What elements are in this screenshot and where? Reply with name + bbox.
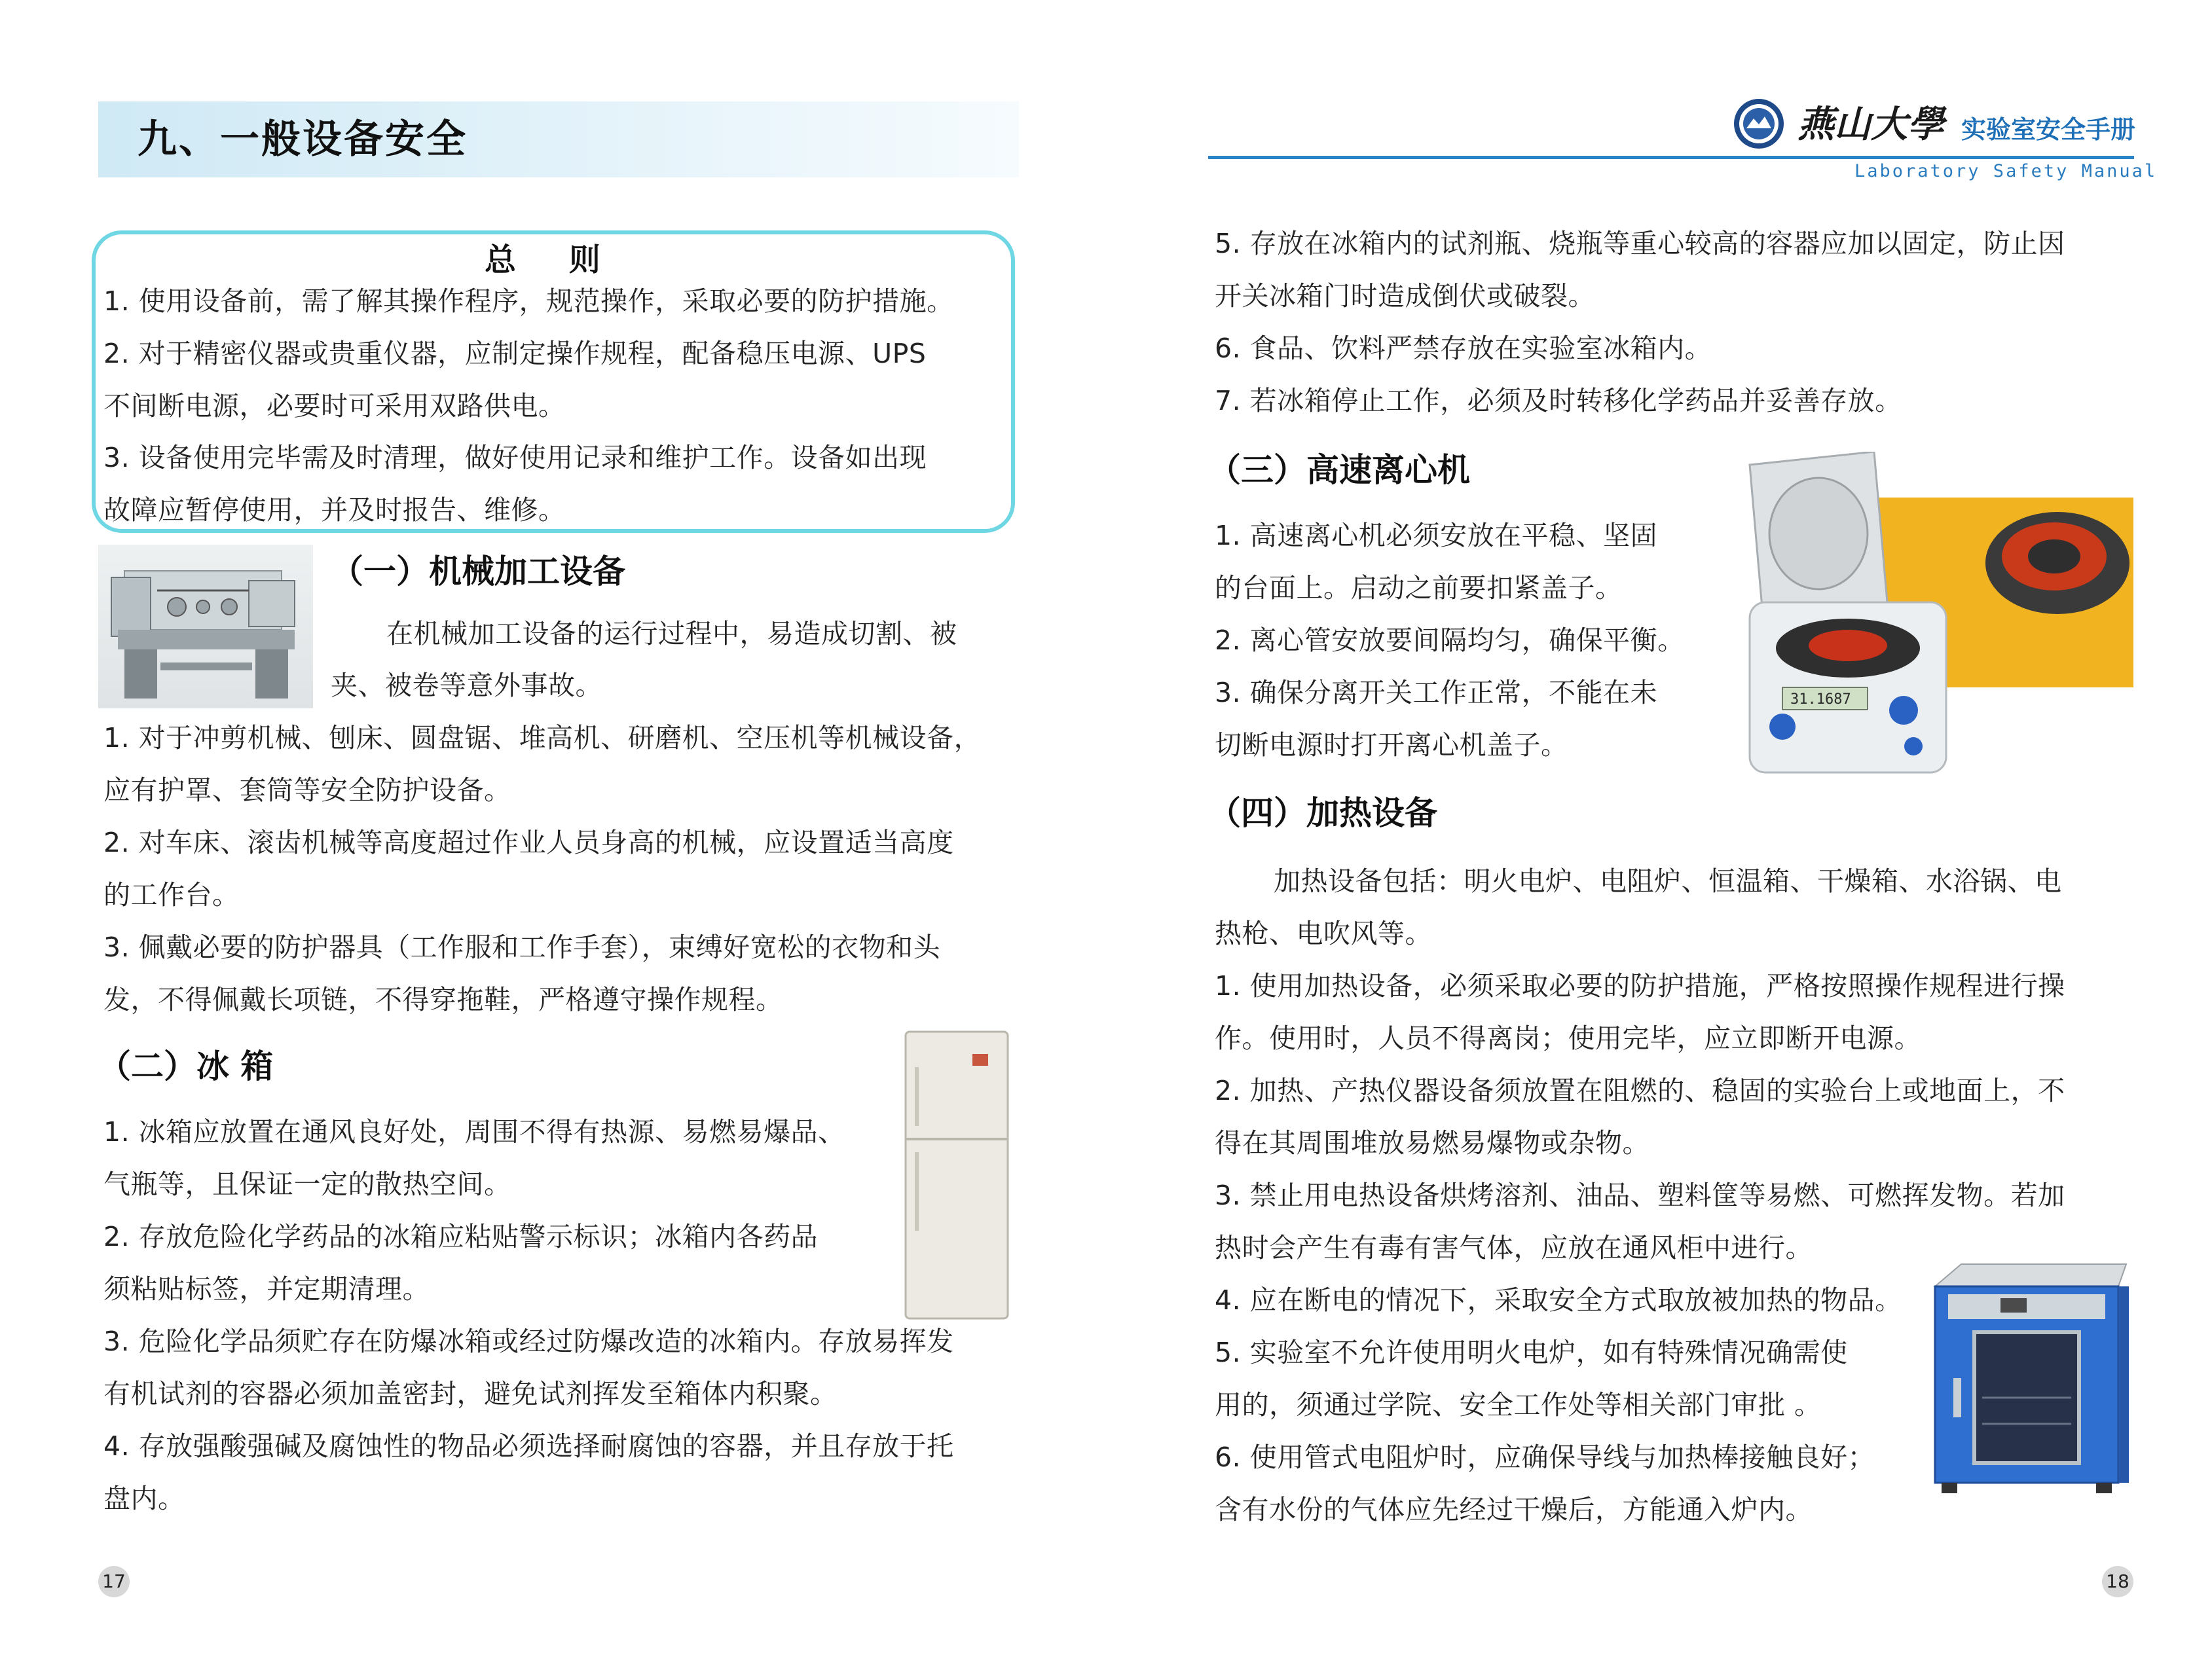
heating-line: 含有水份的气体应先经过干燥后，方能通入炉内。 [1215, 1494, 1813, 1525]
heating-line: 5. 实验室不允许使用明火电炉，如有特殊情况确需使 [1215, 1337, 1848, 1368]
fridge-line: 有机试剂的容器必须加盖密封，避免试剂挥发至箱体内积聚。 [103, 1378, 838, 1409]
machining-intro: 在机械加工设备的运行过程中，易造成切割、被 [386, 618, 957, 649]
page-number-right: 18 [2102, 1566, 2133, 1597]
machining-line: 2. 对车床、滚齿机械等高度超过作业人员身高的机械，应设置适当高度 [103, 827, 954, 858]
rules-line: 不间断电源，必要时可采用双路供电。 [103, 390, 566, 422]
fridge-heading: （二）冰 箱 [98, 1047, 274, 1085]
rules-line: 2. 对于精密仪器或贵重仪器，应制定操作规程，配备稳压电源、UPS [103, 338, 927, 369]
section-title: 九、一般设备安全 [138, 117, 468, 162]
fridge-line: 3. 危险化学品须贮存在防爆冰箱或经过防爆改造的冰箱内。存放易挥发 [103, 1326, 954, 1357]
fridge-cont-line: 7. 若冰箱停止工作，必须及时转移化学药品并妥善存放。 [1215, 385, 1902, 416]
machining-line: 的工作台。 [103, 879, 240, 911]
centrifuge-line: 1. 高速离心机必须安放在平稳、坚固 [1215, 520, 1658, 551]
drying-oven-image [1922, 1260, 2133, 1496]
centrifuge-line: 的台面上。启动之前要扣紧盖子。 [1215, 572, 1623, 604]
heating-line: 2. 加热、产热仪器设备须放置在阻燃的、稳固的实验台上或地面上，不 [1215, 1075, 2065, 1106]
fridge-image [900, 1028, 1013, 1322]
machining-intro: 夹、被卷等意外事故。 [331, 670, 602, 701]
centrifuge-display: 31.1687 [1790, 691, 1851, 708]
university-name: 燕山大學 [1797, 103, 1944, 146]
header-rule [1208, 156, 2134, 159]
heating-line: 1. 使用加热设备，必须采取必要的防护措施，严格按照操作规程进行操 [1215, 970, 2065, 1002]
machining-line: 1. 对于冲剪机械、刨床、圆盘锯、堆高机、研磨机、空压机等机械设备， [103, 722, 982, 753]
heating-line: 热时会产生有毒有害气体，应放在通风柜中进行。 [1215, 1232, 1813, 1263]
fridge-line: 4. 存放强酸强碱及腐蚀性的物品必须选择耐腐蚀的容器，并且存放于托 [103, 1430, 954, 1462]
heating-line: 作。使用时，人员不得离岗；使用完毕，应立即断开电源。 [1215, 1023, 1921, 1054]
heating-line: 3. 禁止用电热设备烘烤溶剂、油品、塑料筐等易燃、可燃挥发物。若加 [1215, 1180, 2065, 1211]
manual-title-cn: 实验室安全手册 [1961, 115, 2136, 144]
university-seal-icon [1732, 97, 1786, 151]
fridge-cont-line: 6. 食品、饮料严禁存放在实验室冰箱内。 [1215, 333, 1712, 364]
fridge-line: 气瓶等，且保证一定的散热空间。 [103, 1169, 511, 1200]
fridge-line: 须粘贴标签，并定期清理。 [103, 1273, 430, 1305]
machining-heading: （一）机械加工设备 [331, 553, 625, 590]
centrifuge-image [1724, 452, 2133, 786]
heating-heading: （四）加热设备 [1208, 794, 1437, 832]
lathe-image [98, 545, 313, 708]
page-number-left: 17 [98, 1566, 130, 1597]
fridge-cont-line: 开关冰箱门时造成倒伏或破裂。 [1215, 280, 1595, 312]
heating-line: 6. 使用管式电阻炉时，应确保导线与加热棒接触良好； [1215, 1442, 1875, 1473]
centrifuge-line: 2. 离心管安放要间隔均匀，确保平衡。 [1215, 625, 1685, 656]
machining-line: 发，不得佩戴长项链，不得穿拖鞋，严格遵守操作规程。 [103, 984, 783, 1015]
centrifuge-line: 切断电源时打开离心机盖子。 [1215, 729, 1568, 761]
centrifuge-line: 3. 确保分离开关工作正常，不能在未 [1215, 677, 1658, 708]
rules-line: 故障应暂停使用，并及时报告、维修。 [103, 494, 566, 526]
fridge-line: 1. 冰箱应放置在通风良好处，周围不得有热源、易燃易爆品、 [103, 1116, 845, 1148]
heating-intro: 加热设备包括：明火电炉、电阻炉、恒温箱、干燥箱、水浴锅、电 [1274, 865, 2062, 897]
heating-line: 得在其周围堆放易燃易爆物或杂物。 [1215, 1127, 1650, 1159]
heating-line: 4. 应在断电的情况下，采取安全方式取放被加热的物品。 [1215, 1284, 1902, 1316]
machining-line: 应有护罩、套筒等安全防护设备。 [103, 774, 511, 806]
fridge-cont-line: 5. 存放在冰箱内的试剂瓶、烧瓶等重心较高的容器应加以固定，防止因 [1215, 228, 2065, 259]
manual-title-en: Laboratory Safety Manual [1854, 161, 2158, 181]
general-rules-heading: 总 则 [485, 242, 621, 278]
machining-line: 3. 佩戴必要的防护器具（工作服和工作手套），束缚好宽松的衣物和头 [103, 932, 941, 963]
fridge-line: 盘内。 [103, 1483, 185, 1514]
heating-intro: 热枪、电吹风等。 [1215, 918, 1432, 949]
rules-line: 1. 使用设备前，需了解其操作程序，规范操作，采取必要的防护措施。 [103, 285, 954, 317]
fridge-line: 2. 存放危险化学药品的冰箱应粘贴警示标识；冰箱内各药品 [103, 1221, 819, 1252]
centrifuge-heading: （三）高速离心机 [1208, 451, 1470, 489]
rules-line: 3. 设备使用完毕需及时清理，做好使用记录和维护工作。设备如出现 [103, 442, 927, 473]
heating-line: 用的，须通过学院、安全工作处等相关部门审批 。 [1215, 1389, 1822, 1421]
